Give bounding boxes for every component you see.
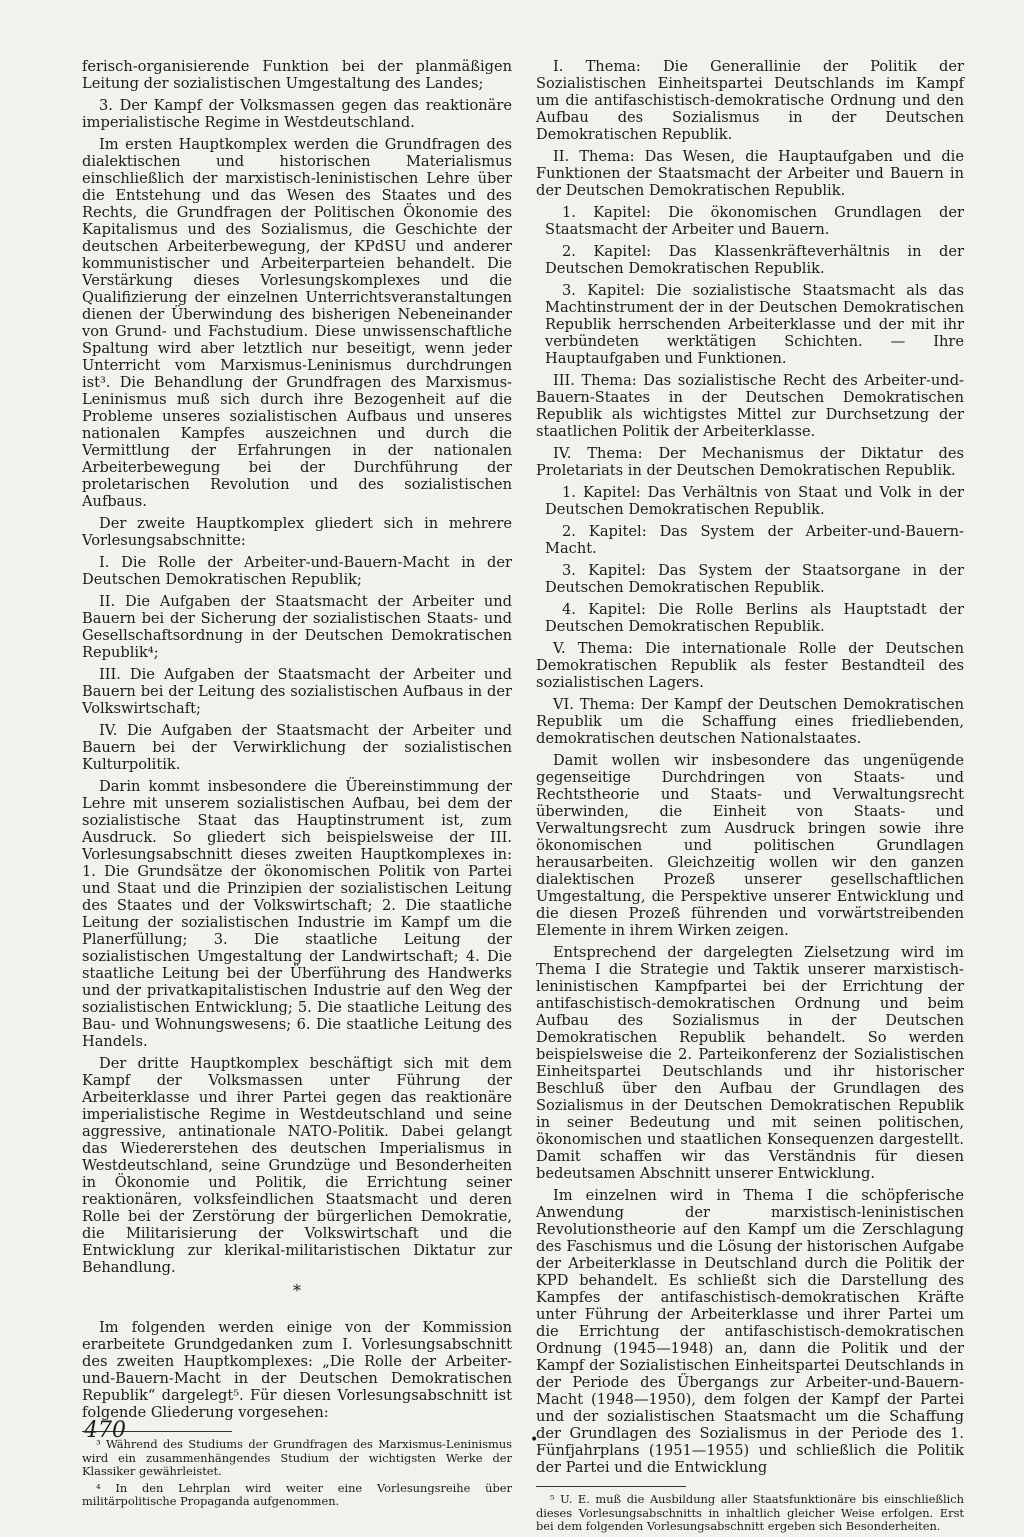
paragraph: Entsprechend der dargelegten Zielsetzung wird im Thema I die Strategie und Taktik unserer marxistisch-leninistischen Kampfpartei bei der Errichtung der antifaschistisch-demokratischen Ordnung und beim Aufbau des Sozialismus in der Deutschen Demokratischen Republik behandelt. So werden beispielsweise die 2. Parteikonferenz der Sozialistischen Einheitspartei Deutschlands und ihr historischer Beschluß über den Aufbau der Grundlagen des Sozialismus in der Deutschen Demokratischen Republik in seiner Bedeutung und mit seinen politischen, ökonomischen und staatlichen Konsequenzen dargestellt. Damit schaffen wir das Verständnis für diesen bedeutsamen Abschnitt unserer Entwicklung.	[536, 944, 964, 1182]
outline-theme-5: V. Thema: Die internationale Rolle der Deutschen Demokratischen Republik als fester Bestandteil des sozialistischen Lagers.	[536, 640, 964, 691]
outline-chapter: 3. Kapitel: Die sozialistische Staatsmacht als das Machtinstrument der in der Deutschen Demokratischen Republik herrschenden Arbeiterklasse und der mit ihr verbündeten werktätigen Schichten. — Ihre Hauptaufgaben und Funktionen.	[545, 282, 964, 367]
outline-theme-6: VI. Thema: Der Kampf der Deutschen Demokratischen Republik um die Schaffung eines friedliebenden, demokratischen deutschen Nationalstaates.	[536, 696, 964, 747]
paragraph: Der dritte Hauptkomplex beschäftigt sich mit dem Kampf der Volksmassen unter Führung der Arbeiterklasse und ihrer Partei gegen das reaktionäre imperialistische Regime in Westdeutschland und seine aggressive, antinationale NATO-Politik. Dabei gelangt das Wiedererstehen des deutschen Imperialismus in Westdeutschland, seine Grundzüge und Besonderheiten in Ökonomie und Politik, die Errichtung seiner reaktionären, volksfeindlichen Staatsmacht und deren Rolle bei der Zerstörung der bürgerlichen Demokratie, die Militarisierung der Volkswirtschaft und die Entwicklung zur klerikal-militaristischen Diktatur zur Behandlung.	[82, 1055, 512, 1276]
list-item: III. Die Aufgaben der Staatsmacht der Arbeiter und Bauern bei der Leitung des sozialistischen Aufbaus in der Volkswirtschaft;	[82, 666, 512, 717]
outline-chapter: 1. Kapitel: Die ökonomischen Grundlagen der Staatsmacht der Arbeiter und Bauern.	[545, 204, 964, 238]
outline-theme-1: I. Thema: Die Generallinie der Politik der Sozialistischen Einheitspartei Deutschlands im Kampf um die antifaschistisch-demokratische Ordnung und den Aufbau des Sozialismus in der Deutschen Demokratischen Republik.	[536, 58, 964, 143]
list-item: II. Die Aufgaben der Staatsmacht der Arbeiter und Bauern bei der Sicherung der sozialistischen Staats- und Gesellschaftsordnung in der Deutschen Demokratischen Republik⁴;	[82, 593, 512, 661]
paragraph: Darin kommt insbesondere die Übereinstimmung der Lehre mit unserem sozialistischen Aufbau, bei dem der sozialistische Staat das Hauptinstrument ist, zum Ausdruck. So gliedert sich beispielsweise der III. Vorlesungsabschnitt dieses zweiten Hauptkomplexes in: 1. Die Grundsätze der ökonomischen Politik von Partei und Staat und die Prinzipien der sozialistischen Leitung des Staates und der Volkswirtschaft; 2. Die staatliche Leitung der sozialistischen Industrie im Kampf um die Planerfüllung; 3. Die staatliche Leitung der sozialistischen Umgestaltung der Landwirtschaft; 4. Die staatliche Leitung bei der Überführung des Handwerks und der privatkapitalistischen Industrie auf den Weg der sozialistischen Entwicklung; 5. Die staatliche Leitung des Bau- und Wohnungswesens; 6. Die staatliche Leitung des Handels.	[82, 778, 512, 1050]
outline-chapter: 2. Kapitel: Das Klassenkräfteverhältnis in der Deutschen Demokratischen Republik.	[545, 243, 964, 277]
outline-chapter: 3. Kapitel: Das System der Staatsorgane in der Deutschen Demokratischen Republik.	[545, 562, 964, 596]
right-column	[536, 58, 964, 1537]
list-item: I. Die Rolle der Arbeiter-und-Bauern-Macht in der Deutschen Demokratischen Republik;	[82, 554, 512, 588]
paragraph: Im einzelnen wird in Thema I die schöpferische Anwendung der marxistisch-leninistischen Revolutionstheorie auf den Kampf um die Zerschlagung des Faschismus und die Lösung der historischen Aufgabe der Arbeiterklasse in Deutschland durch die Politik der KPD behandelt. Es schließt sich die Darstellung des Kampfes der antifaschistisch-demokratischen Kräfte unter Führung der Arbeiterklasse und ihrer Partei um die Errichtung der antifaschistisch-demokratischen Ordnung (1945—1948) an, dann die Politik und der Kampf der Sozialistischen Einheitspartei Deutschlands in der Periode des Übergangs zur Arbeiter-und-Bauern-Macht (1948—1950), dem folgen der Kampf der Partei und der sozialistischen Staatsmacht um die Schaffung der Grundlagen des Sozialismus in der Periode des 1. Fünfjahrplans (1951—1955) und schließlich die Politik der Partei und die Entwicklung	[536, 1187, 964, 1476]
outline-chapter: 4. Kapitel: Die Rolle Berlins als Hauptstadt der Deutschen Demokratischen Republik.	[545, 601, 964, 635]
paragraph: ferisch-organisierende Funktion bei der planmäßigen Leitung der sozialistischen Umgestaltung des Landes;	[82, 58, 512, 92]
footnote-rule	[536, 1486, 686, 1487]
outline-theme-4: IV. Thema: Der Mechanismus der Diktatur des Proletariats in der Deutschen Demokratischen Republik.	[536, 445, 964, 479]
paragraph: Der zweite Hauptkomplex gliedert sich in mehrere Vorlesungsabschnitte:	[82, 515, 512, 549]
paragraph: Im folgenden werden einige von der Kommission erarbeitete Grundgedanken zum I. Vorlesungsabschnitt des zweiten Hauptkomplexes: „Die Rolle der Arbeiter-und-Bauern-Macht in der Deutschen Demokratischen Republik“ dargelegt⁵. Für diesen Vorlesungsabschnitt ist folgende Gliederung vorgesehen:	[82, 1319, 512, 1421]
outline-chapter: 2. Kapitel: Das System der Arbeiter-und-Bauern-Macht.	[545, 523, 964, 557]
outline-chapter: 1. Kapitel: Das Verhältnis von Staat und Volk in der Deutschen Demokratischen Republik.	[545, 484, 964, 518]
outline-theme-2: II. Thema: Das Wesen, die Hauptaufgaben und die Funktionen der Staatsmacht der Arbeiter und Bauern in der Deutschen Demokratischen Republik.	[536, 148, 964, 199]
footnote-4: ⁴ In den Lehrplan wird weiter eine Vorlesungsreihe über militärpolitische Propaganda aufgenommen.	[82, 1480, 512, 1509]
footnote-3: ³ Während des Studiums der Grundfragen des Marxismus-Leninismus wird ein zusammenhängendes Studium der wichtigsten Werke der Klassiker gewährleistet.	[82, 1437, 512, 1479]
page-number: 470	[84, 1418, 126, 1443]
paragraph: Damit wollen wir insbesondere das ungenügende gegenseitige Durchdringen von Staats- und Rechtstheorie und Staats- und Verwaltungsrecht überwinden, die Einheit von Staats- und Verwaltungsrecht zum Ausdruck bringen sowie ihre ökonomischen und politischen Grundlagen herausarbeiten. Gleichzeitig wollen wir den ganzen dialektischen Prozeß unserer gesellschaftlichen Umgestaltung, die Perspektive unserer Entwicklung und die diesen Prozeß führenden und vorwärtstreibenden Elemente in ihrem Wirken zeigen.	[536, 752, 964, 939]
paragraph: Im ersten Hauptkomplex werden die Grundfragen des dialektischen und historischen Materialismus einschließlich der marxistisch-leninistischen Lehre über die Entstehung und das Wesen des Staates und des Rechts, die Grundfragen der Politischen Ökonomie des Kapitalismus und des Sozialismus, die Geschichte der deutschen Arbeiterbewegung, der KPdSU und anderer kommunistischer und Arbeiterparteien behandelt. Die Verstärkung dieses Vorlesungskomplexes und die Qualifizierung der einzelnen Unterrichtsveranstaltungen dienen der Überwindung des bisherigen Nebeneinander von Grund- und Fachstudium. Diese unwissenschaftliche Spaltung wird aber letztlich nur beseitigt, wenn jeder Unterricht vom Marxismus-Leninismus durchdrungen ist³. Die Behandlung der Grundfragen des Marxismus-Leninismus muß sich durch ihre Bezogenheit auf die Probleme unseres sozialistischen Aufbaus und unseres nationalen Kampfes auszeichnen und durch die Vermittlung der Erfahrungen in der nationalen Arbeiterbewegung bei der Durchführung der proletarischen Revolution und des sozialistischen Aufbaus.	[82, 136, 512, 510]
outline-theme-3: III. Thema: Das sozialistische Recht des Arbeiter-und-Bauern-Staates in der Deutschen Demokratischen Republik als wichtigstes Mittel zur Durchsetzung der staatlichen Politik der Arbeiterklasse.	[536, 372, 964, 440]
footnote-5: ⁵ U. E. muß die Ausbildung aller Staatsfunktionäre bis einschließlich dieses Vorlesungsabschnitts in inhaltlich gleicher Weise erfolgen. Erst bei dem folgenden Vorlesungsabschnitt ergeben sich Besonderheiten.	[536, 1492, 964, 1534]
paragraph: 3. Der Kampf der Volksmassen gegen das reaktionäre imperialistische Regime in Westdeutschland.	[82, 97, 512, 131]
list-item: IV. Die Aufgaben der Staatsmacht der Arbeiter und Bauern bei der Verwirklichung der sozialistischen Kulturpolitik.	[82, 722, 512, 773]
section-separator: *	[293, 1281, 301, 1300]
print-mark: •	[530, 1432, 539, 1448]
left-column	[82, 58, 512, 1512]
